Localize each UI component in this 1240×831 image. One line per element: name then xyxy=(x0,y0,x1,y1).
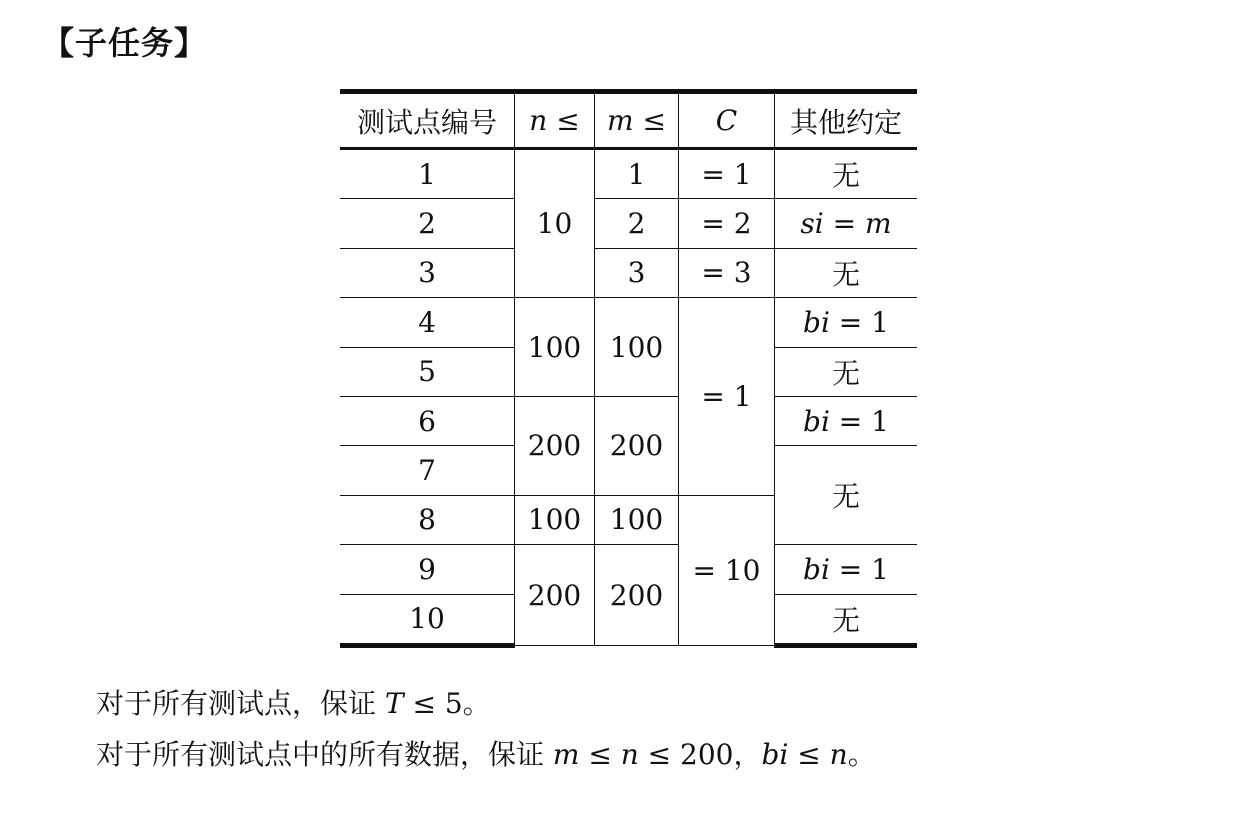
cell-c: = 1 xyxy=(679,149,775,199)
cell-id: 8 xyxy=(340,495,515,544)
cell-c: = 2 xyxy=(679,199,775,248)
cell-other: bi = 1 xyxy=(775,545,918,594)
table-row xyxy=(340,396,917,445)
cell-m: 200 xyxy=(595,396,679,495)
cell-n: 10 xyxy=(515,149,595,298)
table-header-row xyxy=(340,92,917,149)
cell-c: = 3 xyxy=(679,248,775,297)
cell-n: 200 xyxy=(515,545,595,646)
cell-other: si = m xyxy=(775,199,918,248)
subtask-table xyxy=(340,89,917,648)
cell-m: 100 xyxy=(595,298,679,397)
cell-n: 100 xyxy=(515,495,595,544)
cell-m: 3 xyxy=(595,248,679,297)
header-other: 其他约定 xyxy=(775,92,918,149)
cell-id: 3 xyxy=(340,248,515,297)
cell-id: 4 xyxy=(340,298,515,347)
cell-other: bi = 1 xyxy=(775,298,918,347)
constraints-notes xyxy=(96,678,876,780)
cell-id: 2 xyxy=(340,199,515,248)
cell-id: 7 xyxy=(340,446,515,495)
table-row xyxy=(340,248,917,297)
cell-n: 100 xyxy=(515,298,595,397)
note-line-2: 对于所有测试点中的所有数据，保证 m ≤ n ≤ 200，bi ≤ n。 xyxy=(96,738,876,771)
cell-id: 1 xyxy=(340,149,515,199)
table-row xyxy=(340,545,917,594)
cell-m: 2 xyxy=(595,199,679,248)
cell-n: 200 xyxy=(515,396,595,495)
cell-id: 5 xyxy=(340,347,515,396)
header-n-limit: n ≤ xyxy=(515,92,595,149)
cell-other: bi = 1 xyxy=(775,396,918,445)
note-line-1: 对于所有测试点，保证 T ≤ 5。 xyxy=(96,687,491,720)
cell-other: 无 xyxy=(775,248,918,297)
cell-other: 无 xyxy=(775,446,918,545)
cell-other: 无 xyxy=(775,594,918,645)
cell-m: 100 xyxy=(595,495,679,544)
cell-c: = 10 xyxy=(679,495,775,645)
cell-other: 无 xyxy=(775,347,918,396)
cell-id: 10 xyxy=(340,594,515,645)
table-row xyxy=(340,199,917,248)
cell-m: 1 xyxy=(595,149,679,199)
cell-m: 200 xyxy=(595,545,679,646)
table-row xyxy=(340,149,917,199)
cell-id: 9 xyxy=(340,545,515,594)
header-testcase-id: 测试点编号 xyxy=(340,92,515,149)
section-title: 【子任务】 xyxy=(42,24,208,62)
cell-id: 6 xyxy=(340,396,515,445)
table-row xyxy=(340,298,917,347)
cell-other: 无 xyxy=(775,149,918,199)
header-c: C xyxy=(679,92,775,149)
header-m-limit: m ≤ xyxy=(595,92,679,149)
cell-c: = 1 xyxy=(679,298,775,496)
